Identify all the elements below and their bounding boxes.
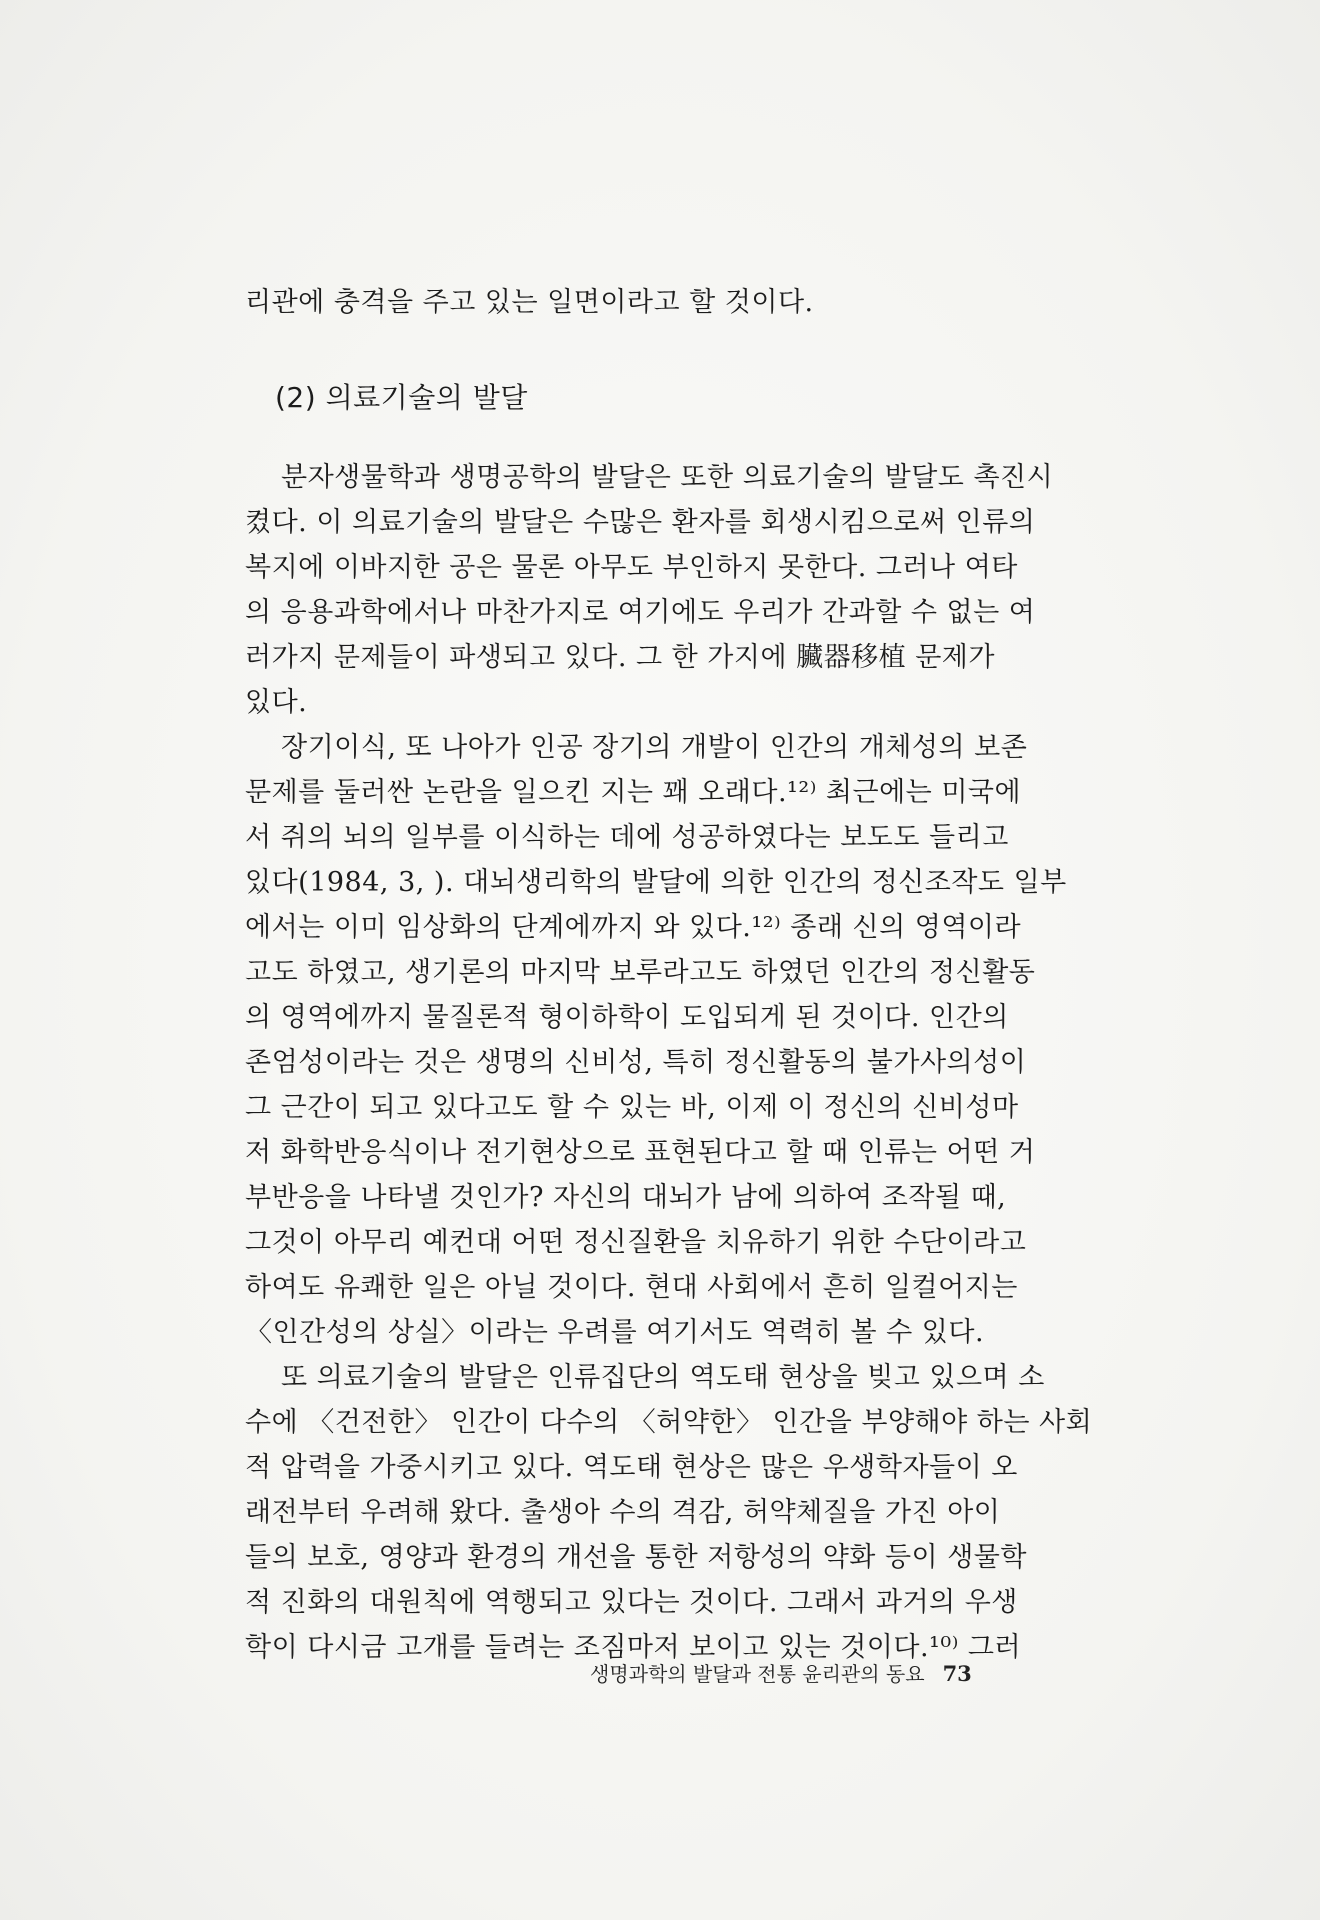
- text-line: 하여도 유쾌한 일은 아닐 것이다. 현대 사회에서 흔히 일컬어지는: [245, 1272, 1018, 1303]
- text-line: 적 진화의 대원칙에 역행되고 있다는 것이다. 그래서 과거의 우생: [245, 1587, 1018, 1618]
- text-line: 저 화학반응식이나 전기현상으로 표현된다고 할 때 인류는 어떤 거: [245, 1137, 1036, 1168]
- body-text: [245, 455, 1125, 1670]
- text-line: 있다(1984, 3, ). 대뇌생리학의 발달에 의한 인간의 정신조작도 일부: [245, 867, 1067, 898]
- section-heading: (2) 의료기술의 발달: [275, 381, 528, 414]
- text-line: 존엄성이라는 것은 생명의 신비성, 특히 정신활동의 불가사의성이: [245, 1047, 1027, 1078]
- text-line: 수에 〈건전한〉 인간이 다수의 〈허약한〉 인간을 부양해야 하는 사회: [245, 1407, 1093, 1438]
- text-line: 문제를 둘러싼 논란을 일으킨 지는 꽤 오래다.¹²⁾ 최근에는 미국에: [245, 777, 1022, 808]
- text-line: 〈인간성의 상실〉이라는 우려를 여기서도 역력히 볼 수 있다.: [245, 1317, 985, 1348]
- text-line: 의 응용과학에서나 마찬가지로 여기에도 우리가 간과할 수 없는 여: [245, 597, 1036, 628]
- text-line: 있다.: [245, 687, 308, 718]
- text-line: 또 의료기술의 발달은 인류집단의 역도태 현상을 빚고 있으며 소: [281, 1362, 1045, 1393]
- text-line: 래전부터 우려해 왔다. 출생아 수의 격감, 허약체질을 가진 아이: [245, 1497, 1001, 1528]
- text-line: 의 영역에까지 물질론적 형이하학이 도입되게 된 것이다. 인간의: [245, 1002, 1009, 1033]
- text-line: 에서는 이미 임상화의 단계에까지 와 있다.¹²⁾ 종래 신의 영역이라: [245, 912, 1022, 943]
- text-line: 적 압력을 가중시키고 있다. 역도태 현상은 많은 우생학자들이 오: [245, 1452, 1018, 1483]
- text-line: 켰다. 이 의료기술의 발달은 수많은 환자를 회생시킴으로써 인류의: [245, 507, 1036, 538]
- text-line: 그것이 아무리 예컨대 어떤 정신질환을 치유하기 위한 수단이라고: [245, 1227, 1027, 1258]
- text-line: 고도 하였고, 생기론의 마지막 보루라고도 하였던 인간의 정신활동: [245, 957, 1036, 988]
- text-line: 그 근간이 되고 있다고도 할 수 있는 바, 이제 이 정신의 신비성마: [245, 1092, 1019, 1123]
- text-line: 학이 다시금 고개를 들려는 조짐마저 보이고 있는 것이다.¹⁰⁾ 그러: [245, 1632, 1022, 1663]
- text-line: 러가지 문제들이 파생되고 있다. 그 한 가지에 臟器移植 문제가: [245, 642, 995, 673]
- page-footer: [590, 1658, 972, 1687]
- running-title: 생명과학의 발달과 전통 윤리관의 동요: [590, 1662, 925, 1686]
- text-line: 복지에 이바지한 공은 물론 아무도 부인하지 못한다. 그러나 여타: [245, 552, 1018, 583]
- text-line: 장기이식, 또 나아가 인공 장기의 개발이 인간의 개체성의 보존: [281, 732, 1028, 763]
- opening-text: [245, 280, 1125, 325]
- text-line: 부반응을 나타낼 것인가? 자신의 대뇌가 남에 의하여 조작될 때,: [245, 1182, 1007, 1213]
- text-line: 서 쥐의 뇌의 일부를 이식하는 데에 성공하였다는 보도도 들리고: [245, 822, 1009, 853]
- text-line: 들의 보호, 영양과 환경의 개선을 통한 저항성의 약화 등이 생물학: [245, 1542, 1027, 1573]
- text-line: 분자생물학과 생명공학의 발달은 또한 의료기술의 발달도 촉진시: [281, 462, 1054, 493]
- page-number: 73: [942, 1661, 972, 1686]
- text-line: 리관에 충격을 주고 있는 일면이라고 할 것이다.: [245, 287, 814, 318]
